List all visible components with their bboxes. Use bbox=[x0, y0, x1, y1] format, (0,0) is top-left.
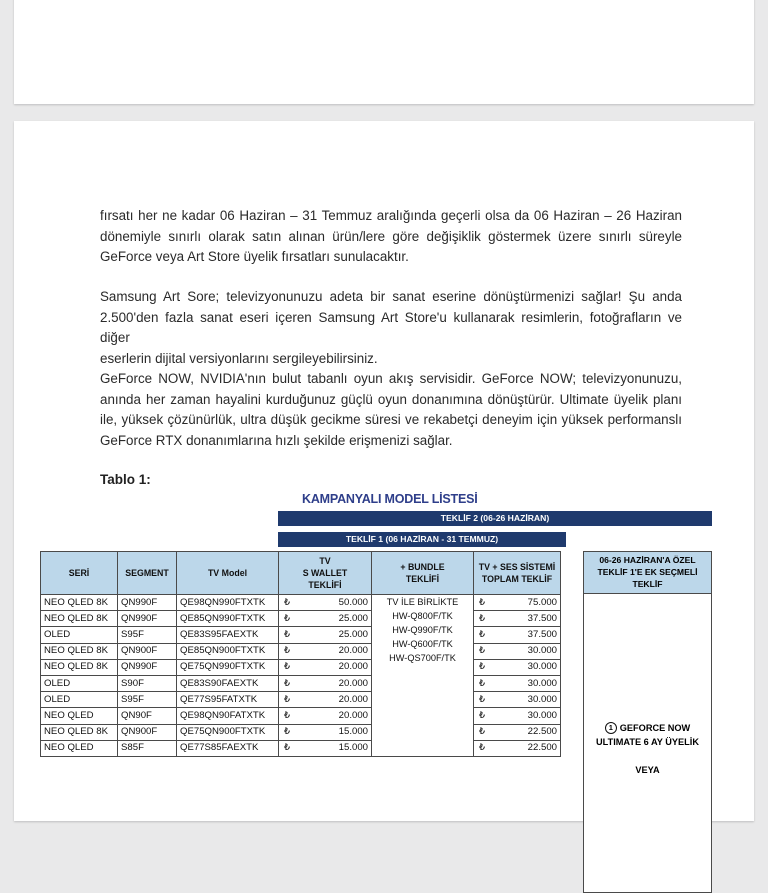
table-caption: Tablo 1: bbox=[100, 472, 151, 487]
currency-symbol: ₺ bbox=[284, 612, 291, 624]
amount: 22.500 bbox=[527, 726, 557, 738]
cell-segment: S95F bbox=[118, 627, 177, 643]
currency-symbol: ₺ bbox=[284, 726, 291, 738]
paragraph-geforce-now bbox=[100, 369, 682, 451]
header-line: TOPLAM TEKLİF bbox=[481, 574, 553, 584]
header-line: TEKLİFİ bbox=[405, 574, 440, 584]
header-line: TEKLİFİ bbox=[308, 580, 342, 590]
currency-symbol: ₺ bbox=[479, 645, 486, 657]
cell-total bbox=[474, 708, 561, 724]
amount: 22.500 bbox=[527, 742, 557, 754]
table-row bbox=[41, 611, 561, 627]
text-line: eserlerin dijital versiyonlarını sergileyebilirsiniz. bbox=[100, 350, 378, 366]
currency-symbol: ₺ bbox=[479, 693, 486, 705]
bundle-item: TV İLE BİRLİKTE bbox=[386, 597, 459, 607]
amount: 20.000 bbox=[338, 661, 368, 673]
cell-series: NEO QLED 8K bbox=[41, 659, 118, 675]
cell-tv-model: QE98QN90FATXTK bbox=[177, 708, 279, 724]
table-row bbox=[41, 659, 561, 675]
amount: 25.000 bbox=[338, 628, 368, 640]
header-line: 06-26 HAZİRAN'A ÖZEL bbox=[599, 555, 696, 565]
currency-symbol: ₺ bbox=[284, 693, 291, 705]
table-row bbox=[41, 627, 561, 643]
amount: 30.000 bbox=[527, 693, 557, 705]
cell-segment: S95F bbox=[118, 692, 177, 708]
cell-swallet bbox=[279, 675, 372, 691]
header-bundle bbox=[372, 552, 474, 595]
cell-series: NEO QLED bbox=[41, 740, 118, 756]
header-line: TEKLİF 1'E EK SEÇMELİ bbox=[597, 567, 698, 577]
cell-swallet bbox=[279, 740, 372, 756]
table-row bbox=[41, 595, 561, 611]
cell-tv-model: QE75QN900FTXTK bbox=[177, 724, 279, 740]
cell-tv-model: QE77S85FAEXTK bbox=[177, 740, 279, 756]
text-line: GeForce veya Art Store üyelik fırsatları sunulacaktır. bbox=[100, 249, 409, 264]
currency-symbol: ₺ bbox=[284, 628, 291, 640]
cell-swallet bbox=[279, 643, 372, 659]
cell-tv-model: QE77S95FATXTK bbox=[177, 692, 279, 708]
table-header-row bbox=[41, 552, 561, 595]
cell-segment: QN990F bbox=[118, 611, 177, 627]
amount: 50.000 bbox=[338, 596, 368, 608]
header-swallet bbox=[279, 552, 372, 595]
currency-symbol: ₺ bbox=[284, 742, 291, 754]
header-line: S WALLET bbox=[302, 568, 348, 578]
number-badge: 1 bbox=[605, 722, 617, 734]
header-extra-offer bbox=[584, 552, 711, 594]
table-row bbox=[41, 692, 561, 708]
amount: 20.000 bbox=[338, 645, 368, 657]
bundle-item: HW-Q600F/TK bbox=[392, 639, 453, 649]
extra-offer-column bbox=[583, 551, 712, 893]
cell-segment: QN900F bbox=[118, 724, 177, 740]
cell-swallet bbox=[279, 708, 372, 724]
cell-tv-model: QE85QN990FTXTK bbox=[177, 611, 279, 627]
cell-swallet bbox=[279, 611, 372, 627]
document-page bbox=[14, 121, 754, 821]
header-total bbox=[474, 552, 561, 595]
cell-series: NEO QLED bbox=[41, 708, 118, 724]
cell-segment: S85F bbox=[118, 740, 177, 756]
text-line: Samsung Art Sore; televizyonunuzu adeta bir sanat eserine dönüştürmenizi sağlar! Şu anda bbox=[100, 289, 682, 304]
campaign-model-table bbox=[40, 551, 561, 757]
currency-symbol: ₺ bbox=[479, 612, 486, 624]
table-row bbox=[41, 675, 561, 691]
cell-total bbox=[474, 724, 561, 740]
amount: 30.000 bbox=[527, 645, 557, 657]
table-row bbox=[41, 643, 561, 659]
currency-symbol: ₺ bbox=[479, 677, 486, 689]
cell-segment: QN90F bbox=[118, 708, 177, 724]
previous-page bbox=[14, 0, 754, 104]
bundle-item: HW-Q990F/TK bbox=[392, 625, 453, 635]
amount: 20.000 bbox=[338, 677, 368, 689]
text-line: fırsatı her ne kadar 06 Haziran – 31 Temmuz aralığında geçerli olsa da 06 Haziran – 26 Haziran bbox=[100, 208, 682, 223]
amount: 20.000 bbox=[338, 693, 368, 705]
amount: 15.000 bbox=[338, 726, 368, 738]
cell-total bbox=[474, 643, 561, 659]
cell-total bbox=[474, 659, 561, 675]
cell-swallet bbox=[279, 724, 372, 740]
cell-segment: S90F bbox=[118, 675, 177, 691]
cell-segment: QN990F bbox=[118, 595, 177, 611]
header-segment: SEGMENT bbox=[118, 552, 177, 595]
cell-tv-model: QE83S90FAEXTK bbox=[177, 675, 279, 691]
table-row bbox=[41, 740, 561, 756]
offer-line: ULTIMATE 6 AY ÜYELİK bbox=[596, 737, 699, 747]
text-line: GeForce RTX donanımlarına hızlı şekilde erişmenizi sağlar. bbox=[100, 432, 453, 448]
cell-series: NEO QLED 8K bbox=[41, 643, 118, 659]
cell-total bbox=[474, 675, 561, 691]
amount: 30.000 bbox=[527, 661, 557, 673]
cell-series: OLED bbox=[41, 692, 118, 708]
header-line: TV + SES SİSTEMİ bbox=[478, 562, 556, 572]
cell-total bbox=[474, 740, 561, 756]
text-line: ile, yüksek çözünürlük, ultra düşük gecikme süresi ve rekabetçi deneyim için yüksek performanslı bbox=[100, 412, 682, 427]
cell-bundle bbox=[372, 595, 474, 757]
currency-symbol: ₺ bbox=[479, 596, 486, 608]
cell-swallet bbox=[279, 627, 372, 643]
cell-segment: QN990F bbox=[118, 659, 177, 675]
currency-symbol: ₺ bbox=[479, 709, 486, 721]
amount: 37.500 bbox=[527, 628, 557, 640]
amount: 30.000 bbox=[527, 677, 557, 689]
cell-swallet bbox=[279, 692, 372, 708]
cell-series: NEO QLED 8K bbox=[41, 595, 118, 611]
table-row bbox=[41, 708, 561, 724]
cell-tv-model: QE75QN990FTXTK bbox=[177, 659, 279, 675]
cell-total bbox=[474, 611, 561, 627]
amount: 37.500 bbox=[527, 612, 557, 624]
paragraph-offer-period bbox=[100, 206, 682, 268]
paragraph-art-store bbox=[100, 287, 682, 369]
amount: 75.000 bbox=[527, 596, 557, 608]
cell-segment: QN900F bbox=[118, 643, 177, 659]
offer-line: GEFORCE NOW bbox=[619, 723, 691, 733]
header-tv-model: TV Model bbox=[177, 552, 279, 595]
amount: 30.000 bbox=[527, 709, 557, 721]
text-line: 2.500'den fazla sanat eseri içeren Samsung Art Store'u kullanarak resimlerin, fotoğrafların ve diğer bbox=[100, 309, 682, 345]
bundle-item: HW-QS700F/TK bbox=[389, 653, 456, 663]
amount: 20.000 bbox=[338, 709, 368, 721]
header-line: + BUNDLE bbox=[400, 562, 445, 572]
cell-tv-model: QE83S95FAEXTK bbox=[177, 627, 279, 643]
text-line: dönemiyle sınırlı olarak satın alınan ürün/lere göre değişiklik göstermek üzere sınırlı süreyle bbox=[100, 228, 682, 244]
cell-total bbox=[474, 692, 561, 708]
cell-total bbox=[474, 627, 561, 643]
cell-series: NEO QLED 8K bbox=[41, 724, 118, 740]
or-label: VEYA bbox=[635, 765, 660, 775]
header-series: SERİ bbox=[41, 552, 118, 595]
currency-symbol: ₺ bbox=[284, 661, 291, 673]
amount: 25.000 bbox=[338, 612, 368, 624]
cell-series: NEO QLED 8K bbox=[41, 611, 118, 627]
text-line: GeForce NOW, NVIDIA'nın bulut tabanlı oyun akış servisidir. GeForce NOW; televizyonunuzu, bbox=[100, 371, 682, 386]
currency-symbol: ₺ bbox=[284, 645, 291, 657]
cell-series: OLED bbox=[41, 675, 118, 691]
offer-2-band: TEKLİF 2 (06-26 HAZİRAN) bbox=[278, 511, 712, 526]
cell-swallet bbox=[279, 595, 372, 611]
offer-1-band: TEKLİF 1 (06 HAZİRAN - 31 TEMMUZ) bbox=[278, 532, 566, 547]
header-line: TEKLİF bbox=[632, 579, 663, 589]
header-line: TV bbox=[319, 556, 331, 566]
cell-tv-model: QE85QN900FTXTK bbox=[177, 643, 279, 659]
currency-symbol: ₺ bbox=[479, 661, 486, 673]
table-title: KAMPANYALI MODEL LİSTESİ bbox=[302, 492, 478, 506]
currency-symbol: ₺ bbox=[479, 726, 486, 738]
text-line: anında her zaman hayalini kurduğunuz güçlü oyun donanımına dönüştürür. Ultimate üyelik planı bbox=[100, 391, 682, 407]
table-row bbox=[41, 724, 561, 740]
currency-symbol: ₺ bbox=[284, 677, 291, 689]
amount: 15.000 bbox=[338, 742, 368, 754]
currency-symbol: ₺ bbox=[284, 709, 291, 721]
currency-symbol: ₺ bbox=[479, 628, 486, 640]
currency-symbol: ₺ bbox=[284, 596, 291, 608]
cell-total bbox=[474, 595, 561, 611]
currency-symbol: ₺ bbox=[479, 742, 486, 754]
cell-series: OLED bbox=[41, 627, 118, 643]
cell-tv-model: QE98QN990FTXTK bbox=[177, 595, 279, 611]
geforce-offer bbox=[584, 721, 711, 749]
cell-swallet bbox=[279, 659, 372, 675]
bundle-item: HW-Q800F/TK bbox=[392, 611, 453, 621]
